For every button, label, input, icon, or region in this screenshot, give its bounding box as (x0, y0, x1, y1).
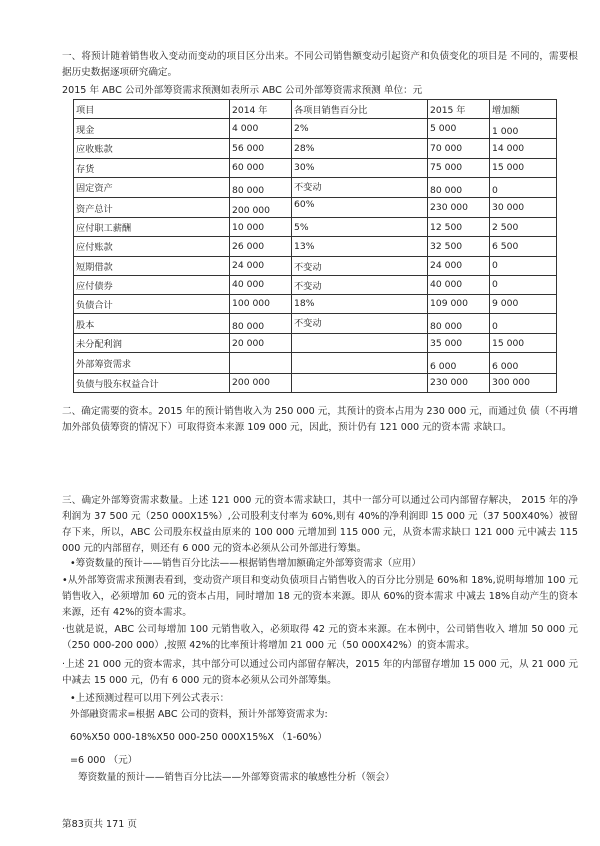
table-cell: 外部筹资需求 (74, 353, 230, 373)
table-cell: 10 000 (230, 218, 292, 237)
table-row (74, 256, 557, 275)
table-cell: 6 000 (428, 353, 490, 373)
table-cell: 不变动 (292, 275, 428, 294)
table-cell: 13% (292, 237, 428, 256)
table-cell: 股本 (74, 314, 230, 334)
header-2015: 2015 年 (428, 100, 490, 119)
page-footer: 第83页共 171 页 (62, 819, 137, 830)
header-increase: 增加额 (490, 100, 557, 119)
header-2014: 2014 年 (230, 100, 292, 119)
table-cell: 负债合计 (74, 294, 230, 313)
financing-table (73, 99, 557, 393)
table-cell: 35 000 (428, 334, 490, 353)
table-cell: 200 000 (230, 197, 292, 217)
table-row (74, 218, 557, 237)
table-cell: 现金 (74, 119, 230, 139)
table-cell: 15 000 (490, 158, 557, 177)
table-cell: 0 (490, 256, 557, 275)
bullet-method: •筹资数量的预计——销售百分比法——根据销售增加额确定外部筹资需求（应用） (70, 558, 422, 569)
table-cell: 应付账款 (74, 237, 230, 256)
table-cell: 短期借款 (74, 256, 230, 275)
table-cell: 未分配利润 (74, 334, 230, 353)
table-row (74, 275, 557, 294)
table-cell: 300 000 (490, 373, 557, 392)
table-cell: 存货 (74, 158, 230, 177)
table-cell: 80 000 (230, 177, 292, 197)
table-cell: 56 000 (230, 139, 292, 158)
table-cell (230, 353, 292, 373)
table-row (74, 158, 557, 177)
table-cell: 60 000 (230, 158, 292, 177)
formula-intro: 外部融资需求=根据 ABC 公司的资料，预计外部筹资需求为: (70, 709, 328, 720)
table-row (74, 237, 557, 256)
formula: 60%X50 000-18%X50 000-250 000X15%X （1-60%） (70, 732, 328, 743)
table-cell: 14 000 (490, 139, 557, 158)
table-row (74, 294, 557, 313)
table-cell: 固定资产 (74, 177, 230, 197)
table-cell: 100 000 (230, 294, 292, 313)
table-caption: 2015 年 ABC 公司外部筹资需求预测如表所示 ABC 公司外部筹资需求预测 单位：元 (62, 85, 423, 96)
table-cell: 20 000 (230, 334, 292, 353)
table-cell: 0 (490, 177, 557, 197)
table-cell: 30% (292, 158, 428, 177)
table-cell: 0 (490, 275, 557, 294)
table-cell: 28% (292, 139, 428, 158)
table-row (74, 334, 557, 353)
table-cell: 60% (292, 197, 428, 217)
header-percent: 各项目销售百分比 (292, 100, 428, 119)
table-cell: 40 000 (230, 275, 292, 294)
table-cell: 109 000 (428, 294, 490, 313)
section3-para4: ·上述 21 000 元的资本需求，其中部分可以通过公司内部留存解决，2015 年的内部留存增加 15 000 元，从 21 000 元中减去 15 000 元，仍有 6 000 元的资本必须从公司外部筹集。 (62, 659, 578, 686)
table-cell: 不变动 (292, 256, 428, 275)
header-item: 项目 (74, 100, 230, 119)
table-cell: 230 000 (428, 373, 490, 392)
table-cell: 应付职工薪酬 (74, 218, 230, 237)
bullet-formula: •上述预测过程可以用下列公式表示： (70, 693, 230, 704)
table-cell: 资产总计 (74, 197, 230, 217)
table-row (74, 119, 557, 139)
table-cell: 24 000 (428, 256, 490, 275)
section3-para3: ·也就是说，ABC 公司每增加 100 元销售收入，必须取得 42 元的资本来源。在本例中，公司销售收入 增加 50 000 元（250 000-200 000）,按照 42%的比率预计将增加 21 000 元（50 000X42%）的资本需求。 (62, 624, 578, 651)
table-cell: 18% (292, 294, 428, 313)
table-cell: 75 000 (428, 158, 490, 177)
table-cell: 6 000 (490, 353, 557, 373)
table-cell: 9 000 (490, 294, 557, 313)
table-cell: 80 000 (230, 314, 292, 334)
table-cell: 1 000 (490, 119, 557, 139)
table-cell: 32 500 (428, 237, 490, 256)
table-cell: 5 000 (428, 119, 490, 139)
section3-text: 三、确定外部筹资需求数量。上述 121 000 元的资本需求缺口，其中一部分可以通过公司内部留存解决， 2015 年的净利润为 37 500 元（250 000X15%）,公司股利支付率为 60%,则有 40%的净利润即 15 000 元（37 500X40%）被留存下来，所以，ABC 公司股东权益由原来的 100 000 元增加到 115 000 元，从资本需求缺口 121 000 元中减去 115 000 元的内部留存，则还有 6 000 元的资本必须从公司外部进行筹集。 (62, 495, 578, 554)
closing-topic: 筹资数量的预计——销售百分比法——外部筹资需求的敏感性分析（领会） (78, 772, 395, 783)
table-cell: 5% (292, 218, 428, 237)
section2-text: 二、确定需要的资本。2015 年的预计销售收入为 250 000 元，其预计的资本占用为 230 000 元，而通过负 债（不再增加外部负债筹资的情况下）可取得资本来源 109 000 元，因此，预计仍有 121 000 元的资本需 求缺口。 (62, 406, 578, 433)
table-row (74, 353, 557, 373)
table-header-row (74, 100, 557, 119)
table-row (74, 197, 557, 217)
table-cell: 12 500 (428, 218, 490, 237)
table-cell (292, 334, 428, 353)
table-cell: 应收账款 (74, 139, 230, 158)
table-row (74, 139, 557, 158)
table-cell: 4 000 (230, 119, 292, 139)
table-cell: 不变动 (292, 177, 428, 197)
section1-text: 一、将预计随着销售收入变动而变动的项目区分出来。不同公司销售额变动引起资产和负债变化的项目是 不同的，需要根据历史数据逐项研究确定。 (62, 51, 578, 78)
table-cell: 70 000 (428, 139, 490, 158)
table-cell: 0 (490, 314, 557, 334)
table-cell: 80 000 (428, 177, 490, 197)
table-cell: 40 000 (428, 275, 490, 294)
table-cell: 80 000 (428, 314, 490, 334)
table-cell: 不变动 (292, 314, 428, 334)
section3-para2: •从外部筹资需求预测表看到，变动资产项目和变动负债项目占销售收入的百分比分别是 60%和 18%,说明每增加 100 元销售收入，必须增加 60 元的资本占用，同时增加 18 元的资本来源。即从 60%的资本需求 中减去 18%自动产生的资本来源，还有 42%的资本需求。 (62, 575, 578, 618)
table-cell: 230 000 (428, 197, 490, 217)
table-row (74, 314, 557, 334)
formula-result: =6 000 （元） (70, 755, 138, 766)
table-cell: 6 500 (490, 237, 557, 256)
table-cell: 负债与股东权益合计 (74, 373, 230, 392)
table-cell: 15 000 (490, 334, 557, 353)
table-row (74, 177, 557, 197)
table-cell: 2% (292, 119, 428, 139)
table-cell (292, 373, 428, 392)
table-cell: 2 500 (490, 218, 557, 237)
table-cell: 30 000 (490, 197, 557, 217)
table-row (74, 373, 557, 392)
table-cell: 26 000 (230, 237, 292, 256)
table-cell: 200 000 (230, 373, 292, 392)
table-cell (292, 353, 428, 373)
table-cell: 24 000 (230, 256, 292, 275)
table-cell: 应付债券 (74, 275, 230, 294)
